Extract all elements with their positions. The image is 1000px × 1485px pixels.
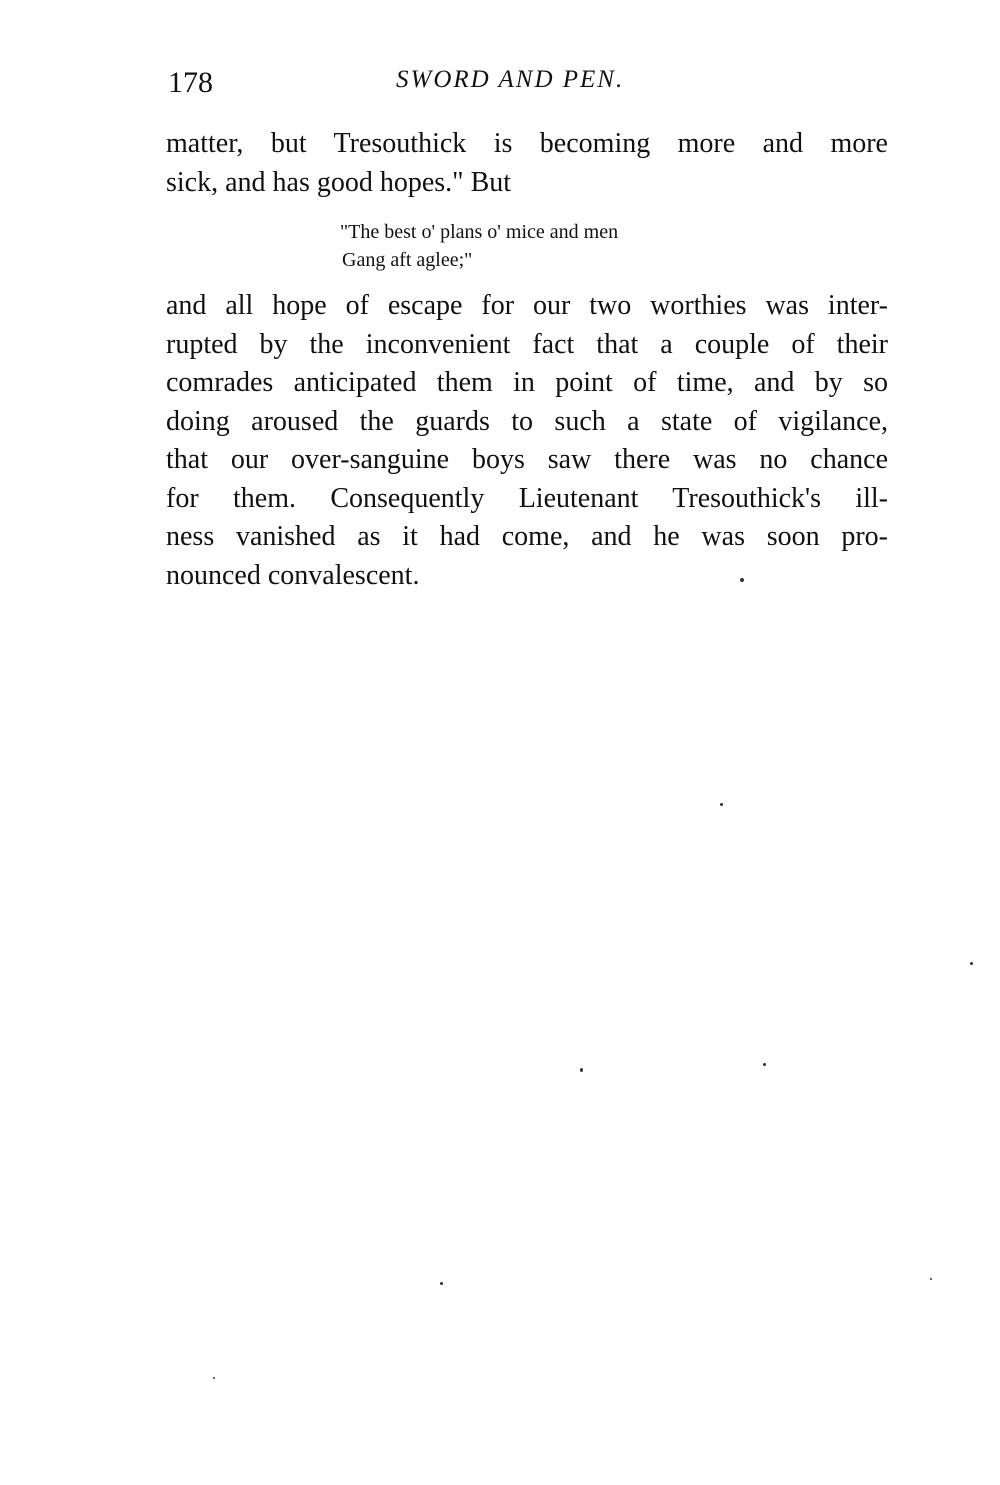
verse-line-2: Gang aft aglee;": [342, 249, 473, 271]
scan-speck: [720, 803, 723, 806]
text-line: sick, and has good hopes." But: [166, 166, 512, 198]
verse-quotation: [340, 218, 618, 274]
text-line: doing aroused the guards to such a state of vigilance,: [166, 405, 888, 437]
text-line: for them. Consequently Lieutenant Tresouthick's ill-: [166, 482, 888, 514]
scan-speck: [440, 1282, 443, 1285]
running-title: SWORD AND PEN.: [396, 66, 625, 93]
text-line: that our over-sanguine boys saw there was no chance: [166, 444, 888, 475]
text-line: nounced convalescent.: [166, 559, 420, 591]
text-line: ness vanished as it had come, and he was soon pro-: [166, 521, 888, 552]
text-line: matter, but Tresouthick is becoming more and more: [166, 128, 888, 159]
scan-speck: [740, 578, 744, 582]
text-line: comrades anticipated them in point of time, and by so: [166, 367, 888, 398]
text-line: and all hope of escape for our two worthies was inter-: [166, 290, 888, 321]
paragraph-2: [166, 287, 888, 595]
paragraph-1: [166, 125, 888, 202]
scan-speck: [930, 1278, 932, 1280]
scan-speck: [580, 1068, 583, 1072]
scan-speck: [970, 962, 973, 965]
verse-line-1: "The best o' plans o' mice and men: [340, 221, 619, 243]
text-line: rupted by the inconvenient fact that a couple of their: [166, 328, 888, 360]
scan-speck: [213, 1377, 215, 1379]
page-number: 178: [168, 66, 213, 99]
scan-speck: [763, 1063, 766, 1066]
page-header: [168, 66, 888, 106]
